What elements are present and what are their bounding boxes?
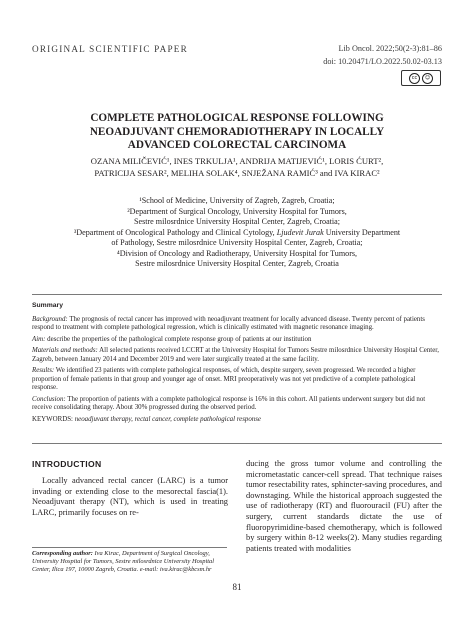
intro-heading: INTRODUCTION: [32, 459, 102, 469]
summary-results: Results: We identified 23 patients with complete pathological responses, of which, despite surgery, seven progressed. We recorded a higher proportion of female patients in that group and younger age of onset. MRI preoperatively was not yet predictive of a complete pathological response.: [32, 366, 416, 392]
article-title: [40, 112, 434, 153]
author-line: PATRICIJA SESAR², MELIHA SOLAK⁴, SNJEŽANA RAMIĆ³ and IVA KIRAC²: [94, 167, 380, 178]
footnote-divider: [32, 547, 227, 548]
doi-link[interactable]: doi: 10.20471/LO.2022.50.02-03.13: [323, 57, 442, 66]
affiliation-line: ²Department of Surgical Oncology, University Hospital for Tumors,: [127, 206, 347, 216]
intro-paragraph: Locally advanced rectal cancer (LARC) is a tumor invading or extending close to the mesorectal fascia(1). Neoadjuvant therapy (NT), which is used in treating LARC, primarily focuses on re-: [32, 476, 228, 517]
summary-conclusion: Conclusion: The proportion of patients with a complete pathological response is 16% in this cohort. All patients underwent surgery but did not receive consolidating therapy. About 30% progressed during the observed period.: [32, 395, 426, 412]
summary-methods: Materials and methods: All selected patients received LCCRT at the University Hospital for Tumors Sestre milosrdnice University Hospital Center, Zagreb, between January 2014 and December 2019 and were later surgically treated at the same facility.: [32, 346, 440, 363]
cc-circle-icon: cc: [409, 73, 420, 84]
affiliation-line: Sestre milosrdnice University Hospital Center, Zagreb, Croatia;: [133, 217, 340, 226]
summary-background: Background: The prognosis of rectal cancer has improved with neoadjuvant treatment for locally advanced disease. Twenty percent of patients respond to treatment with complete pathological regression, which is clinically estimated with magnetic resonance imaging.: [32, 315, 425, 332]
intro-paragraph: ducing the gross tumor volume and controlling the micrometastatic cancer-cell spread. That technique raises tumor resectability rates, sphincter-saving procedures, and downstaging. While the historical approach suggested the use of radiotherapy (RT) and fluorouracil (FU) after the surgery, current standards dictate the use of fluoropyrimidine-based chemotherapy, which is followed by surgery within 8-12 weeks(2). Many studies regarding patients treated with modalities: [246, 459, 442, 553]
summary-bottom-divider: [32, 443, 442, 444]
summary-keywords: KEYWORDS: neoadjuvant therapy, rectal cancer, complete pathological response: [32, 415, 261, 423]
affiliations: [24, 196, 450, 270]
summary-top-divider: [32, 294, 442, 295]
corresponding-author-footnote: Corresponding author: Iva Kirac, Department of Surgical Oncology, University Hospital for Tumors, Sestre milosrdnice University Hospital Center, Ilica 197, 10000 Zagreb, Croatia. e-mail: iva.kirac@kbcsm.hr: [32, 550, 215, 573]
affiliation-line: of Pathology, Sestre milosrdnice University Hospital Center, Zagreb, Croatia;: [111, 238, 363, 247]
intro-left-column: [32, 476, 228, 518]
summary-aim: Aim: describe the properties of the pathological complete response group of patients at our institution: [32, 335, 312, 343]
affiliation-line: ¹School of Medicine, University of Zagreb, Zagreb, Croatia;: [139, 196, 335, 205]
affiliation-line: Sestre milosrdnice University Hospital Center, Zagreb, Croatia: [135, 259, 339, 268]
affiliation-line: ³Department of Oncological Pathology and Clinical Cytology, Ljudevit Jurak University Department: [73, 227, 401, 237]
author-list: [40, 156, 434, 179]
citation-block: [323, 42, 442, 68]
author-line: OZANA MILIČEVIĆ¹, INES TRKULJA¹, ANDRIJA MATIJEVIĆ¹, LORIS ĆURT²,: [90, 156, 384, 166]
cc-license-icon: [401, 70, 441, 86]
title-line: NEOADJUVANT CHEMORADIOTHERAPY IN LOCALLY: [89, 125, 385, 138]
intro-right-column: [246, 459, 442, 554]
section-label: ORIGINAL SCIENTIFIC PAPER: [32, 44, 188, 54]
page-number: 81: [232, 582, 242, 592]
by-person-icon: ☺: [422, 73, 433, 84]
citation: Lib Oncol. 2022;50(2-3):81–86: [338, 44, 442, 53]
summary-heading: Summary: [32, 302, 63, 309]
title-line: ADVANCED COLORECTAL CARCINOMA: [127, 139, 347, 151]
affiliation-line: ⁴Division of Oncology and Radiotherapy, University Hospital for Tumors,: [116, 248, 358, 258]
summary-block: [32, 302, 442, 427]
title-line: COMPLETE PATHOLOGICAL RESPONSE FOLLOWING: [90, 112, 384, 124]
